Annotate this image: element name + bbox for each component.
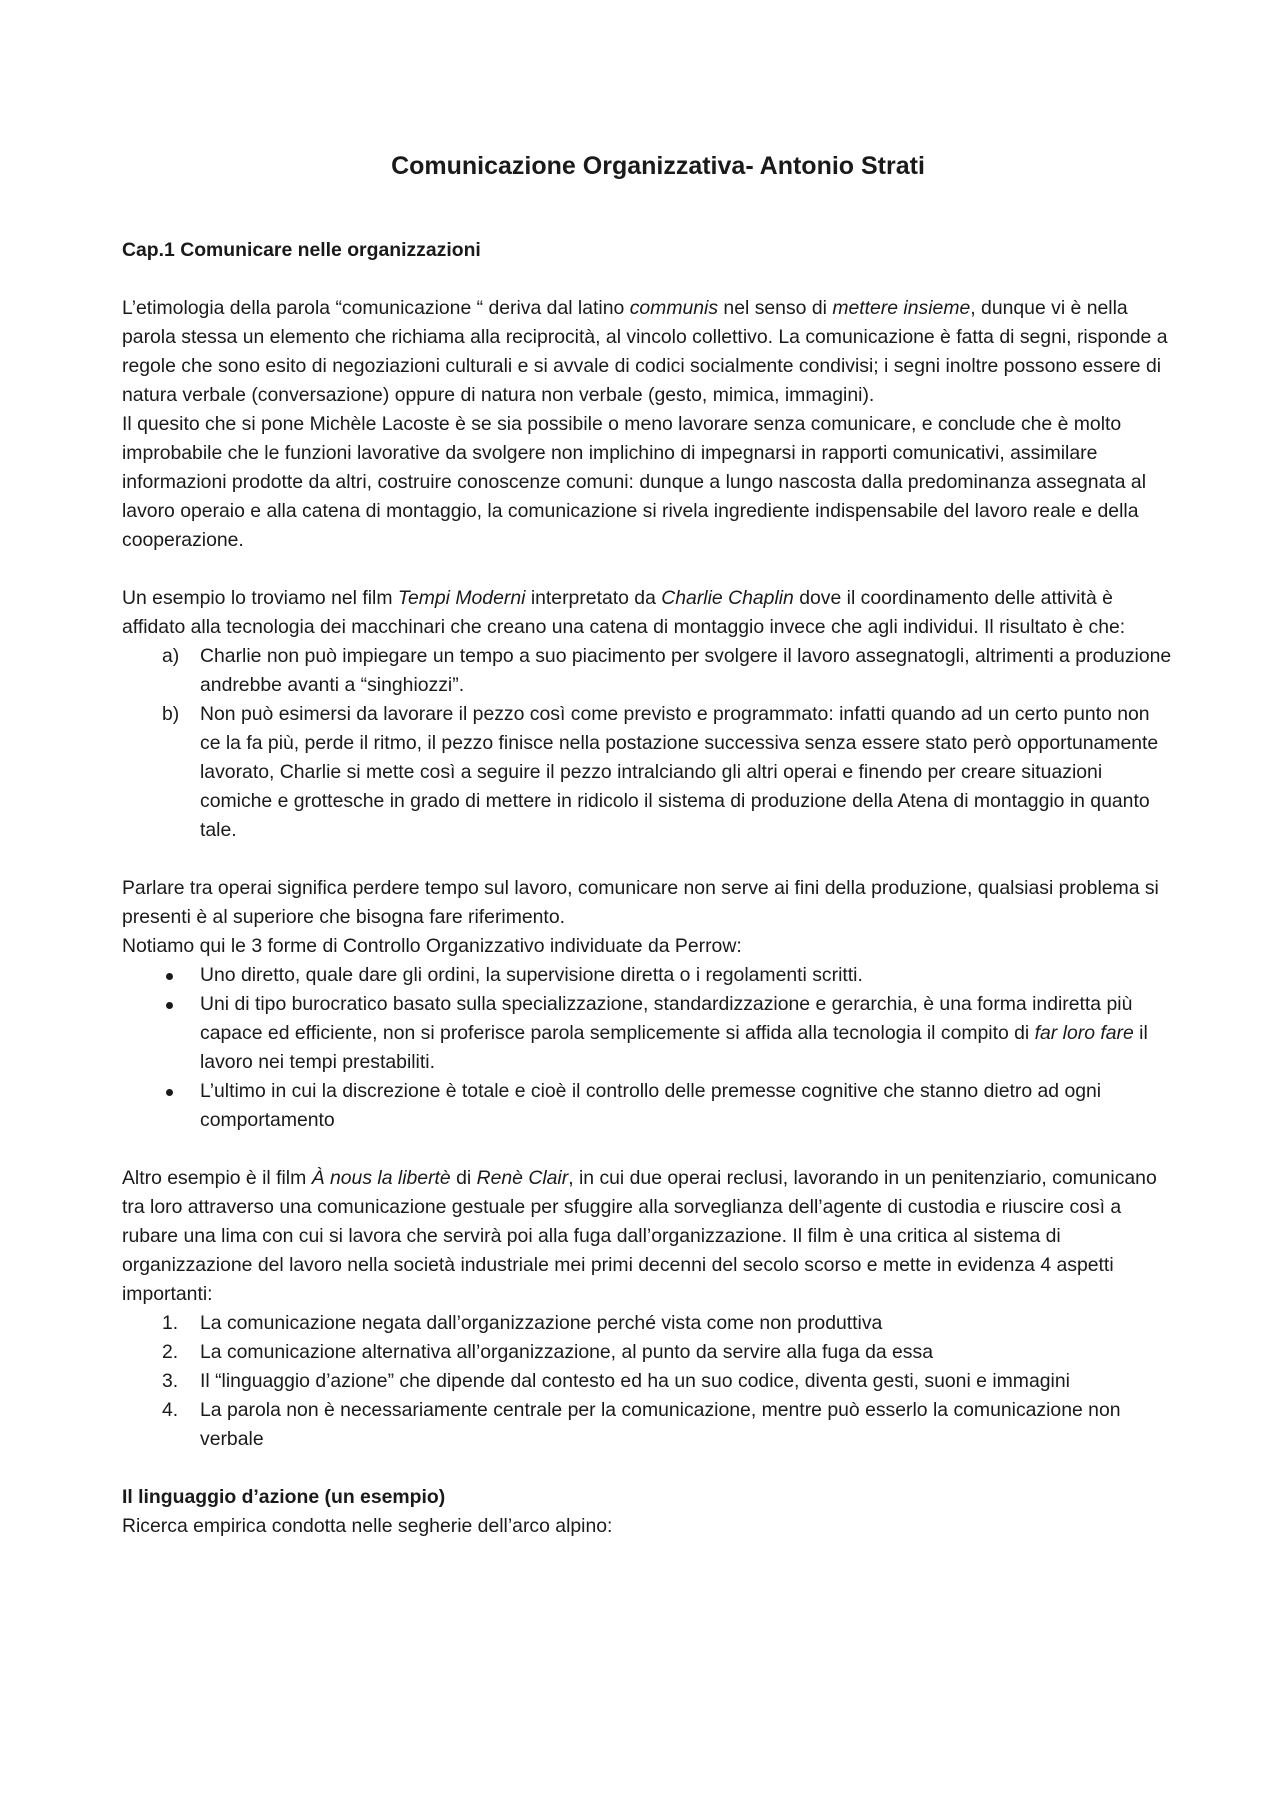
italic-term: communis	[629, 297, 719, 319]
italic-film-title: À nous la libertè	[311, 1167, 451, 1189]
italic-phrase: far loro fare	[1034, 1022, 1134, 1044]
bullet-icon	[166, 1002, 173, 1009]
list-item	[122, 1309, 1172, 1338]
italic-name: Charlie Chaplin	[661, 587, 794, 609]
italic-term: mettere insieme	[832, 297, 971, 319]
italic-film-title: Tempi Moderni	[397, 587, 526, 609]
paragraph-perrow: Notiamo qui le 3 forme di Controllo Organizzativo individuate da Perrow:	[122, 935, 742, 957]
list-item	[122, 990, 1172, 1077]
list-marker: b)	[162, 703, 180, 725]
bullet-icon	[166, 1089, 173, 1096]
numbered-list	[122, 1309, 1172, 1454]
document-title: Comunicazione Organizzativa- Antonio Strati	[391, 152, 925, 180]
list-item	[122, 961, 1172, 990]
text-run: dove il coordinamento delle attività è affidato alla tecnologia dei macchinari che creano una catena di montaggio invece che agli individui. Il risultato è che:	[122, 587, 1126, 638]
chapter-heading: Cap.1 Comunicare nelle organizzazioni	[122, 239, 481, 261]
text-run: Uni di tipo burocratico basato sulla specializzazione, standardizzazione e gerarchia, è una forma indiretta più capace ed efficiente, non si proferisce parola semplicemente si affida alla tecnologia il compito di	[200, 993, 1133, 1044]
list-marker: 3.	[162, 1370, 179, 1392]
list-item-text: La parola non è necessariamente centrale per la comunicazione, mentre può esserlo la comunicazione non verbale	[200, 1399, 1121, 1450]
list-marker: 2.	[162, 1341, 179, 1363]
spacer	[122, 265, 1172, 294]
list-item-text: Uno diretto, quale dare gli ordini, la supervisione diretta o i regolamenti scritti.	[200, 964, 863, 986]
bullet-icon	[166, 973, 173, 980]
list-item-text: La comunicazione negata dall’organizzazione perché vista come non produttiva	[200, 1312, 883, 1334]
list-item	[122, 642, 1172, 700]
paragraph-lacoste: Il quesito che si pone Michèle Lacoste è se sia possibile o meno lavorare senza comunicare, e conclude che è molto improbabile che le funzioni lavorative da svolgere non implichino di impegnarsi in rapporti comunicativi, assimilare informazioni prodotte da altri, costruire conoscenze comuni: dunque a lungo nascosta dalla predominanza assegnata al lavoro operaio e alla catena di montaggio, la comunicazione si rivela ingrediente indispensabile del lavoro reale e della cooperazione.	[122, 413, 1147, 551]
list-marker: 4.	[162, 1399, 179, 1421]
text-run: Un esempio lo troviamo nel film	[122, 587, 398, 609]
paragraph-rene-clair	[122, 1164, 1172, 1309]
list-item	[122, 1077, 1172, 1135]
document-body	[122, 150, 1172, 1541]
text-run: L’etimologia della parola “comunicazione “ deriva dal latino	[122, 297, 630, 319]
list-item-text: Charlie non può impiegare un tempo a suo piacimento per svolgere il lavoro assegnatogli, altrimenti a produzione andrebbe avanti a “singhiozzi”.	[200, 645, 1172, 696]
spacer	[122, 555, 1172, 584]
text-run: di	[450, 1167, 477, 1189]
text-run: interpretato da	[525, 587, 662, 609]
section-subheading: Il linguaggio d’azione (un esempio)	[122, 1486, 446, 1508]
list-marker: 1.	[162, 1312, 179, 1334]
list-item	[122, 1338, 1172, 1367]
text-run: , dunque vi è nella parola stessa un elemento che richiama alla reciprocità, al vincolo collettivo. La comunicazione è fatta di segni, risponde a regole che sono esito di negoziazioni culturali e si avvale di codici socialmente condivisi; i segni inoltre possono essere di natura verbale (conversazione) oppure di natura non verbale (gesto, mimica, immagini).	[122, 297, 1168, 406]
italic-name: Renè Clair	[476, 1167, 569, 1189]
list-item-text: Il “linguaggio d’azione” che dipende dal contesto ed ha un suo codice, diventa gesti, suoni e immagini	[200, 1370, 1070, 1392]
bullet-list	[122, 961, 1172, 1135]
text-run: nel senso di	[718, 297, 833, 319]
list-item	[122, 700, 1172, 845]
paragraph-etymology	[122, 294, 1172, 410]
paragraph-research: Ricerca empirica condotta nelle segherie dell’arco alpino:	[122, 1515, 613, 1537]
list-marker: a)	[162, 645, 180, 667]
spacer	[122, 1454, 1172, 1483]
paragraph-modern-times	[122, 584, 1172, 642]
lettered-list	[122, 642, 1172, 845]
list-item	[122, 1396, 1172, 1454]
paragraph-workers-talk: Parlare tra operai significa perdere tempo sul lavoro, comunicare non serve ai fini della produzione, qualsiasi problema si presenti è al superiore che bisogna fare riferimento.	[122, 877, 1159, 928]
list-item	[122, 1367, 1172, 1396]
list-item-text: La comunicazione alternativa all’organizzazione, al punto da servire alla fuga da essa	[200, 1341, 933, 1363]
text-run: il lavoro nei tempi prestabiliti.	[200, 1022, 1148, 1073]
spacer	[122, 1135, 1172, 1164]
text-run: Altro esempio è il film	[122, 1167, 312, 1189]
list-item-text	[200, 993, 1148, 1073]
list-item-text: L’ultimo in cui la discrezione è totale e cioè il controllo delle premesse cognitive che stanno dietro ad ogni comportamento	[200, 1080, 1102, 1131]
text-run: , in cui due operai reclusi, lavorando in un penitenziario, comunicano tra loro attraverso una comunicazione gestuale per sfuggire alla sorveglianza dell’agente di custodia e riuscire così a rubare una lima con cui si lavora che servirà poi alla fuga dall’organizzazione. Il film è una critica al sistema di organizzazione del lavoro nella società industriale mei primi decenni del secolo scorso e mette in evidenza 4 aspetti importanti:	[122, 1167, 1157, 1305]
list-item-text: Non può esimersi da lavorare il pezzo così come previsto e programmato: infatti quando ad un certo punto non ce la fa più, perde il ritmo, il pezzo finisce nella postazione successiva senza essere stato però opportunamente lavorato, Charlie si mette così a seguire il pezzo intralciando gli altri operai e finendo per creare situazioni comiche e grottesche in grado di mettere in ridicolo il sistema di produzione della Atena di montaggio in quanto tale.	[200, 703, 1159, 841]
spacer	[122, 845, 1172, 874]
